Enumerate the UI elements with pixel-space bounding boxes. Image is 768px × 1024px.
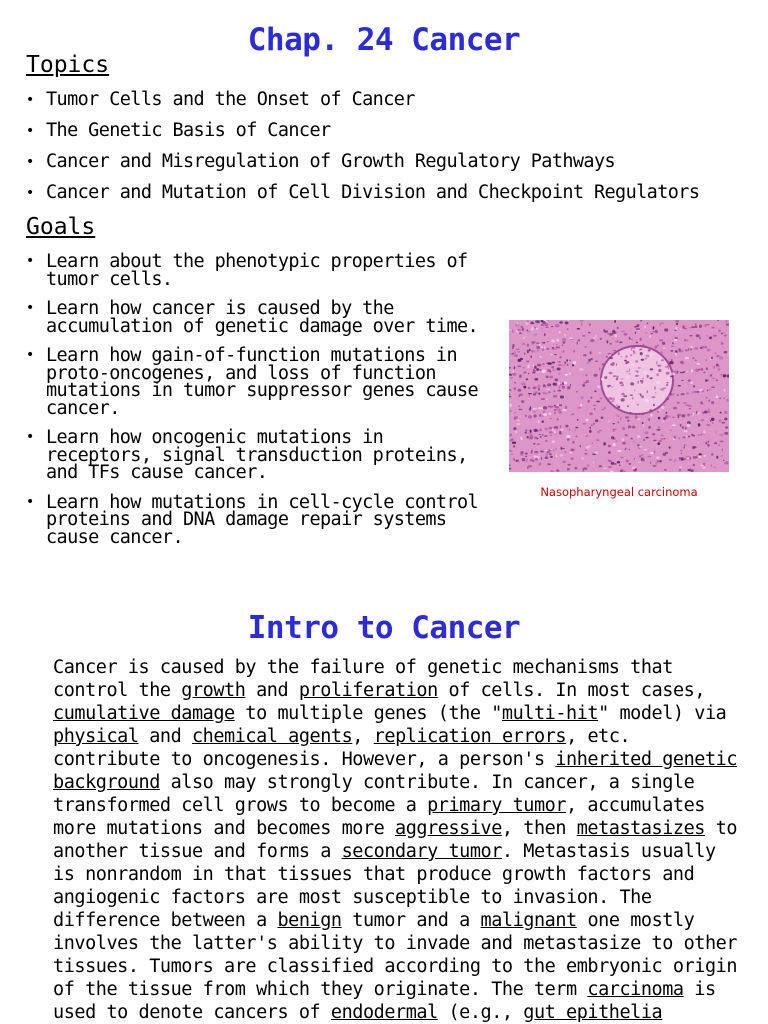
- paragraph-text: to another tissue and forms a: [53, 818, 738, 862]
- paragraph-text: and: [245, 680, 299, 701]
- section-title: Intro to Cancer: [247, 610, 521, 646]
- paragraph-text: " model) via: [598, 703, 727, 724]
- list-item-text: Learn about the phenotypic properties of tumor cells.: [46, 251, 468, 290]
- list-item-text: Learn how oncogenic mutations in receptors, signal transduction proteins, and TFs cause cancer.: [46, 427, 468, 483]
- goals-list: [26, 253, 496, 558]
- bullet-icon: •: [26, 154, 34, 170]
- bullet-icon: •: [26, 493, 34, 510]
- topic-item: [26, 181, 746, 205]
- underlined-term: gut epithelia: [523, 1002, 663, 1023]
- goal-item: [26, 300, 496, 335]
- underlined-term: cumulative damage: [53, 703, 235, 724]
- paragraph-text: to multiple genes (the ": [234, 703, 502, 724]
- paragraph-text: and: [138, 726, 192, 747]
- paragraph-text: , etc. contribute to oncogenesis. However, a person's: [53, 726, 631, 770]
- underlined-term: endodermal: [330, 1002, 438, 1023]
- underlined-term: replication errors: [373, 726, 567, 747]
- paragraph-text: . Metastasis usually is nonrandom in that tissues that produce growth factors and angiogenic factors are most susceptible to invasion. The difference between a: [53, 841, 716, 931]
- bullet-icon: •: [26, 429, 34, 445]
- topics-heading: Topics: [26, 52, 110, 78]
- topic-item: [26, 119, 746, 143]
- paragraph-text: one mostly involves the latter's ability to invade and metastasize to other tissues. Tumors are classified according to the embryonic origin of the tissue from which they originate. The term: [53, 910, 738, 1000]
- bullet-icon: •: [26, 185, 34, 201]
- topic-item: [26, 88, 746, 112]
- underlined-term: aggressive: [395, 818, 502, 839]
- list-item-text: The Genetic Basis of Cancer: [46, 120, 331, 141]
- topics-list: [26, 88, 746, 212]
- underlined-term: multi-hit: [501, 703, 599, 724]
- page-title: Chap. 24 Cancer: [247, 22, 521, 58]
- bullet-icon: •: [26, 253, 34, 269]
- paragraph-text: , accumulates more mutations and becomes more: [53, 795, 705, 839]
- underlined-term: primary tumor: [427, 795, 567, 816]
- underlined-term: growth: [181, 680, 246, 701]
- goal-item: [26, 429, 496, 482]
- goals-heading: Goals: [26, 214, 96, 240]
- paragraph-text: (e.g.,: [437, 1002, 524, 1023]
- list-item-text: Learn how cancer is caused by the accumulation of genetic damage over time.: [46, 298, 479, 337]
- bullet-icon: •: [26, 347, 34, 363]
- underlined-term: benign: [277, 910, 342, 931]
- list-item-text: Learn how mutations in cell-cycle control proteins and DNA damage repair systems cause cancer.: [46, 491, 479, 548]
- paragraph-text: , then: [501, 818, 577, 839]
- underlined-term: malignant: [480, 910, 577, 931]
- figure-caption: Nasopharyngeal carcinoma: [540, 485, 698, 499]
- underlined-term: secondary tumor: [341, 841, 502, 862]
- list-item-text: Cancer and Mutation of Cell Division and Checkpoint Regulators: [46, 182, 700, 203]
- underlined-term: inherited genetic background: [53, 749, 738, 793]
- paragraph-text: is used to denote cancers of: [53, 979, 716, 1023]
- bullet-icon: •: [26, 123, 34, 139]
- underlined-term: proliferation: [298, 680, 438, 701]
- paragraph-text: Cancer is caused by the failure of genetic mechanisms that control the: [53, 657, 673, 701]
- underlined-term: physical: [53, 726, 139, 747]
- bullet-icon: •: [26, 300, 34, 316]
- list-item-text: Learn how gain-of-function mutations in proto-oncogenes, and loss of function mutations in tumor suppressor genes cause cancer.: [46, 345, 479, 419]
- paragraph-text: ,: [352, 726, 374, 747]
- goal-item: [26, 253, 496, 288]
- list-item-text: Tumor Cells and the Onset of Cancer: [46, 89, 415, 110]
- goal-item: [26, 347, 496, 417]
- paragraph-text: tumor and a: [341, 910, 481, 931]
- underlined-term: chemical agents: [191, 726, 353, 747]
- topic-item: [26, 150, 746, 174]
- histology-image: [509, 320, 729, 472]
- paragraph-text: also may strongly contribute. In cancer, a single transformed cell grows to become a: [53, 772, 695, 816]
- underlined-term: carcinoma: [587, 979, 684, 1000]
- intro-paragraph: [53, 656, 743, 1024]
- list-item-text: Cancer and Misregulation of Growth Regulatory Pathways: [46, 151, 616, 172]
- underlined-term: metastasizes: [576, 818, 705, 839]
- paragraph-text: of cells. In most cases,: [437, 680, 706, 701]
- goal-item: [26, 491, 496, 548]
- bullet-icon: •: [26, 92, 34, 108]
